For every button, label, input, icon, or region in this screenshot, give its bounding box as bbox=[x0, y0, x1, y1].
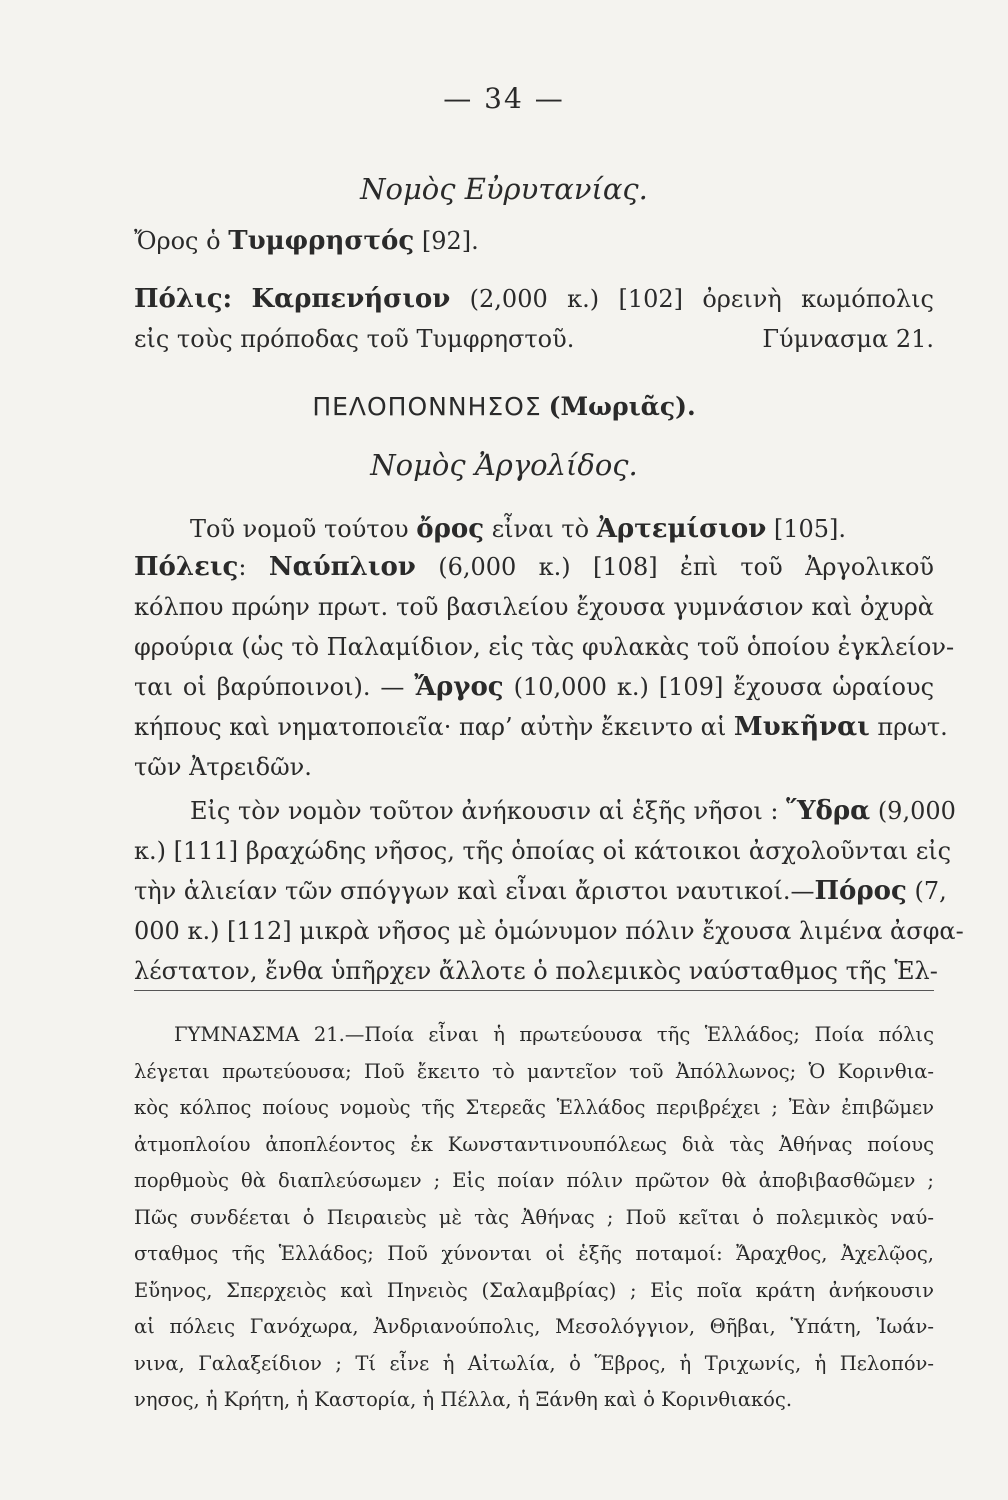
argolis-line bbox=[134, 956, 938, 986]
section-title-evrytania: Νομὸς Εὐρυτανίας. bbox=[360, 172, 648, 206]
bold-term: Πόρος bbox=[814, 876, 907, 906]
line-text: : bbox=[238, 553, 269, 581]
line-text: φρούρια (ὡς τὸ Παλαμίδιον, εἰς τὰς φυλακὰς τοῦ ὁποίου ἐγκλείον- bbox=[134, 633, 955, 661]
line-text: τὴν ἁλιείαν τῶν σπόγγων καὶ εἶναι ἄριστοι ναυτικοί.— bbox=[134, 877, 815, 905]
region-heading bbox=[0, 392, 1008, 421]
bold-term: Ὕδρα bbox=[786, 796, 871, 826]
line-text: [105]. bbox=[766, 515, 847, 543]
argolis-line bbox=[134, 632, 955, 662]
city-description: εἰς τοὺς πρόποδας τοῦ Τυμφρηστοῦ. bbox=[134, 325, 575, 353]
line-text: (10,000 κ.) [109] ἔχουσα ὡραίους bbox=[503, 673, 935, 701]
footnote-line: κὸς κόλπος ποίους νομοὺς τῆς Στερεᾶς Ἑλλάδος περιβρέχει ; Ἐὰν ἐπιβῶμεν bbox=[134, 1096, 934, 1119]
footnote-line: νινα, Γαλαξείδιον ; Τί εἶνε ἡ Αἰτωλία, ὁ Ἕβρος, ἡ Τριχωνίς, ἡ Πελοπόν- bbox=[134, 1351, 934, 1375]
line-text: (6,000 κ.) [108] ἐπὶ τοῦ Ἀργολικοῦ bbox=[415, 553, 934, 581]
line-text: κήπους καὶ νηματοποιεῖα· παρ’ αὐτὴν ἔκειντο αἱ bbox=[134, 713, 734, 741]
bold-term: Ἀρτεμίσιον bbox=[596, 514, 767, 544]
mountain-line bbox=[134, 226, 934, 256]
argolis-line bbox=[134, 752, 934, 782]
footnote-line: ΓΥΜΝΑΣΜΑ 21.—Ποία εἶναι ἡ πρωτεύουσα τῆς Ἑλλάδος; Ποία πόλις bbox=[174, 1023, 934, 1046]
line-text: Εἰς τὸν νομὸν τοῦτον ἀνήκουσιν αἱ ἑξῆς νῆσοι : bbox=[190, 797, 787, 825]
bold-term: Πόλεις bbox=[134, 552, 239, 582]
footnote-line: σταθμος τῆς Ἑλλάδος; Ποῦ χύνονται οἱ ἑξῆς ποταμοί: Ἄραχθος, Ἀχελῷος, bbox=[134, 1242, 934, 1265]
city-line-continued bbox=[134, 324, 934, 354]
mountain-ref: [92]. bbox=[421, 227, 479, 255]
line-text: Τοῦ νομοῦ τούτου bbox=[190, 515, 417, 543]
city-name: Καρπενήσιον bbox=[251, 284, 451, 314]
footnote-line: νησος, ἡ Κρήτη, ἡ Καστορία, ἡ Πέλλα, ἡ Ξάνθη καὶ ὁ Κορινθιακός. bbox=[134, 1388, 793, 1411]
region-alt-name: (Μωριᾶς). bbox=[548, 392, 696, 421]
section-title-argolis: Νομὸς Ἀργολίδος. bbox=[370, 448, 638, 482]
line-text: (9,000 bbox=[870, 797, 956, 825]
bold-term: ὄρος bbox=[416, 514, 485, 544]
line-text: κόλπου πρώην πρωτ. τοῦ βασιλείου ἔχουσα γυμνάσιον καὶ ὀχυρὰ bbox=[134, 593, 934, 621]
footnote-line: ἀτμοπλοίου ἀποπλέοντος ἐκ Κωνσταντινουπόλεως διὰ τὰς Ἀθήνας ποίους bbox=[134, 1132, 934, 1156]
footnote-line: Εὔηνος, Σπερχειὸς καὶ Πηνειὸς (Σαλαμβρίας) ; Εἰς ποῖα κράτη ἀνήκουσιν bbox=[134, 1278, 934, 1302]
page-number: — 34 — bbox=[443, 82, 565, 115]
footnote-line: αἱ πόλεις Γανόχωρα, Ἀνδριανούπολις, Μεσολόγγιον, Θῆβαι, Ὑπάτη, Ἰωάν- bbox=[134, 1315, 934, 1338]
argolis-line bbox=[134, 836, 952, 866]
footnote-divider bbox=[134, 990, 934, 991]
argolis-line bbox=[134, 712, 948, 742]
city-rest: (2,000 κ.) [102] ὀρεινὴ κωμόπολις bbox=[469, 285, 934, 313]
mountain-label: Ὄρος ὁ bbox=[134, 227, 221, 255]
argolis-line bbox=[134, 876, 947, 906]
line-text: κ.) [111] βραχώδης νῆσος, τῆς ὁποίας οἱ κάτοικοι ἀσχολοῦνται εἰς bbox=[134, 837, 952, 865]
line-text: λέστατον, ἔνθα ὑπῆρχεν ἄλλοτε ὁ πολεμικὸς ναύσταθμος τῆς Ἑλ- bbox=[134, 957, 938, 985]
bold-term: Ἄργος bbox=[414, 672, 504, 702]
city-label: Πόλις: bbox=[134, 284, 233, 314]
argolis-line bbox=[190, 796, 956, 826]
footnote-line: πορθμοὺς θὰ διαπλεύσωμεν ; Εἰς ποίαν πόλιν πρῶτον θὰ ἀποβιβασθῶμεν ; bbox=[134, 1169, 934, 1192]
bold-term: Μυκῆναι bbox=[733, 712, 870, 742]
line-text: ται οἱ βαρύποινοι). — bbox=[134, 673, 415, 701]
argolis-line bbox=[134, 916, 964, 946]
city-line bbox=[134, 284, 934, 314]
argolis-line bbox=[134, 552, 934, 582]
footnote-line: Πῶς συνδέεται ὁ Πειραιεὺς μὲ τὰς Ἀθήνας ; Ποῦ κεῖται ὁ πολεμικὸς ναύ- bbox=[134, 1205, 934, 1229]
mountain-name: Τυμφρηστός bbox=[228, 226, 415, 256]
argolis-line bbox=[134, 672, 934, 702]
exercise-reference: Γύμνασμα 21. bbox=[762, 325, 934, 353]
footnote-line: λέγεται πρωτεύουσα; Ποῦ ἔκειτο τὸ μαντεῖον τοῦ Ἀπόλλωνος; Ὁ Κορινθια- bbox=[134, 1059, 934, 1083]
bold-term: Ναύπλιον bbox=[268, 552, 416, 582]
line-text: εἶναι τὸ bbox=[484, 515, 597, 543]
line-text: 000 κ.) [112] μικρὰ νῆσος μὲ ὁμώνυμον πόλιν ἔχουσα λιμένα ἀσφα- bbox=[134, 917, 964, 945]
line-text: τῶν Ἀτρειδῶν. bbox=[134, 753, 312, 781]
region-name-caps: ΠΕΛΟΠΟΝΝΗΣΟΣ bbox=[312, 392, 542, 421]
argolis-line bbox=[190, 514, 934, 544]
argolis-line bbox=[134, 592, 934, 622]
line-text: πρωτ. bbox=[869, 713, 948, 741]
line-text: (7, bbox=[906, 877, 947, 905]
